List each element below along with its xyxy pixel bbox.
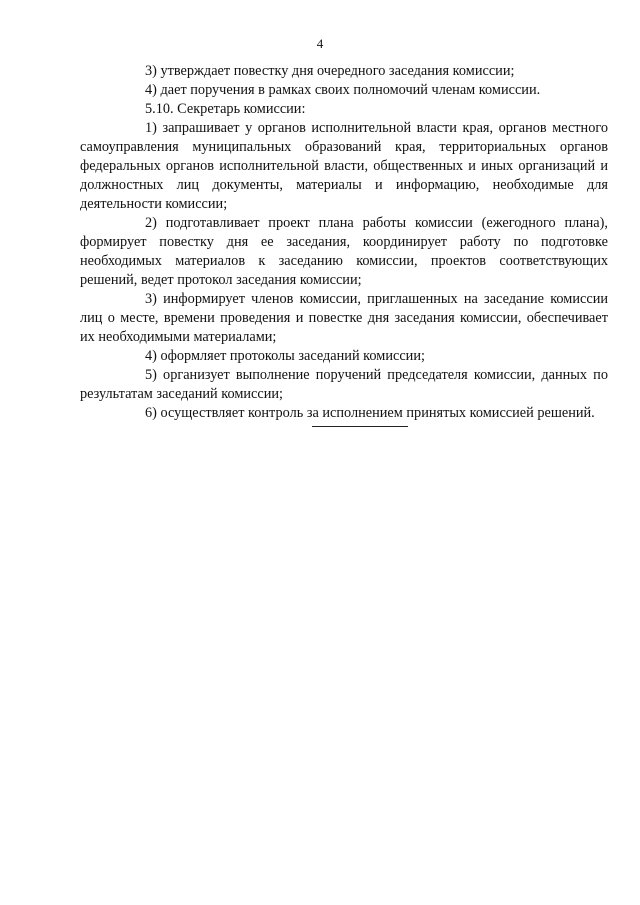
paragraph-item-5-organize-execution: 5) организует выполнение поручений председателя комиссии, данных по результатам заседаний комиссии; <box>80 367 608 402</box>
paragraph-item-4-give-instructions: 4) дает поручения в рамках своих полномочий членам комиссии. <box>145 82 541 98</box>
end-of-document-rule <box>312 426 408 427</box>
page-number: 4 <box>316 36 324 51</box>
paragraph-item-3-approve-agenda: 3) утверждает повестку дня очередного заседания комиссии; <box>145 63 515 79</box>
paragraph-item-1-request-materials: 1) запрашивает у органов исполнительной власти края, органов местного самоуправления муниципальных образований края, территориальных органов федеральных органов исполнительной власти, общественных и иных организаций и должностных лиц документы, материалы и информацию, необходимые для деятельности комиссии; <box>80 120 608 212</box>
paragraph-item-4-draw-up-protocols: 4) оформляет протоколы заседаний комиссии; <box>145 348 425 364</box>
paragraph-item-3-inform-members: 3) информирует членов комиссии, приглашенных на заседание комиссии лиц о месте, времени проведения и повестке дня заседания комиссии, обеспечивает их необходимыми материалами; <box>80 291 608 345</box>
section-heading-5-10-secretary: 5.10. Секретарь комиссии: <box>145 101 306 117</box>
paragraph-item-6-control-decisions: 6) осуществляет контроль за исполнением принятых комиссией решений. <box>145 405 595 421</box>
document-body <box>80 62 608 423</box>
paragraph-item-2-prepare-plan: 2) подготавливает проект плана работы комиссии (ежегодного плана), формирует повестку дня ее заседания, координирует работу по подготовке необходимых материалов к заседанию комиссии, проектов соответствующих решений, ведет протокол заседания комиссии; <box>80 215 608 288</box>
